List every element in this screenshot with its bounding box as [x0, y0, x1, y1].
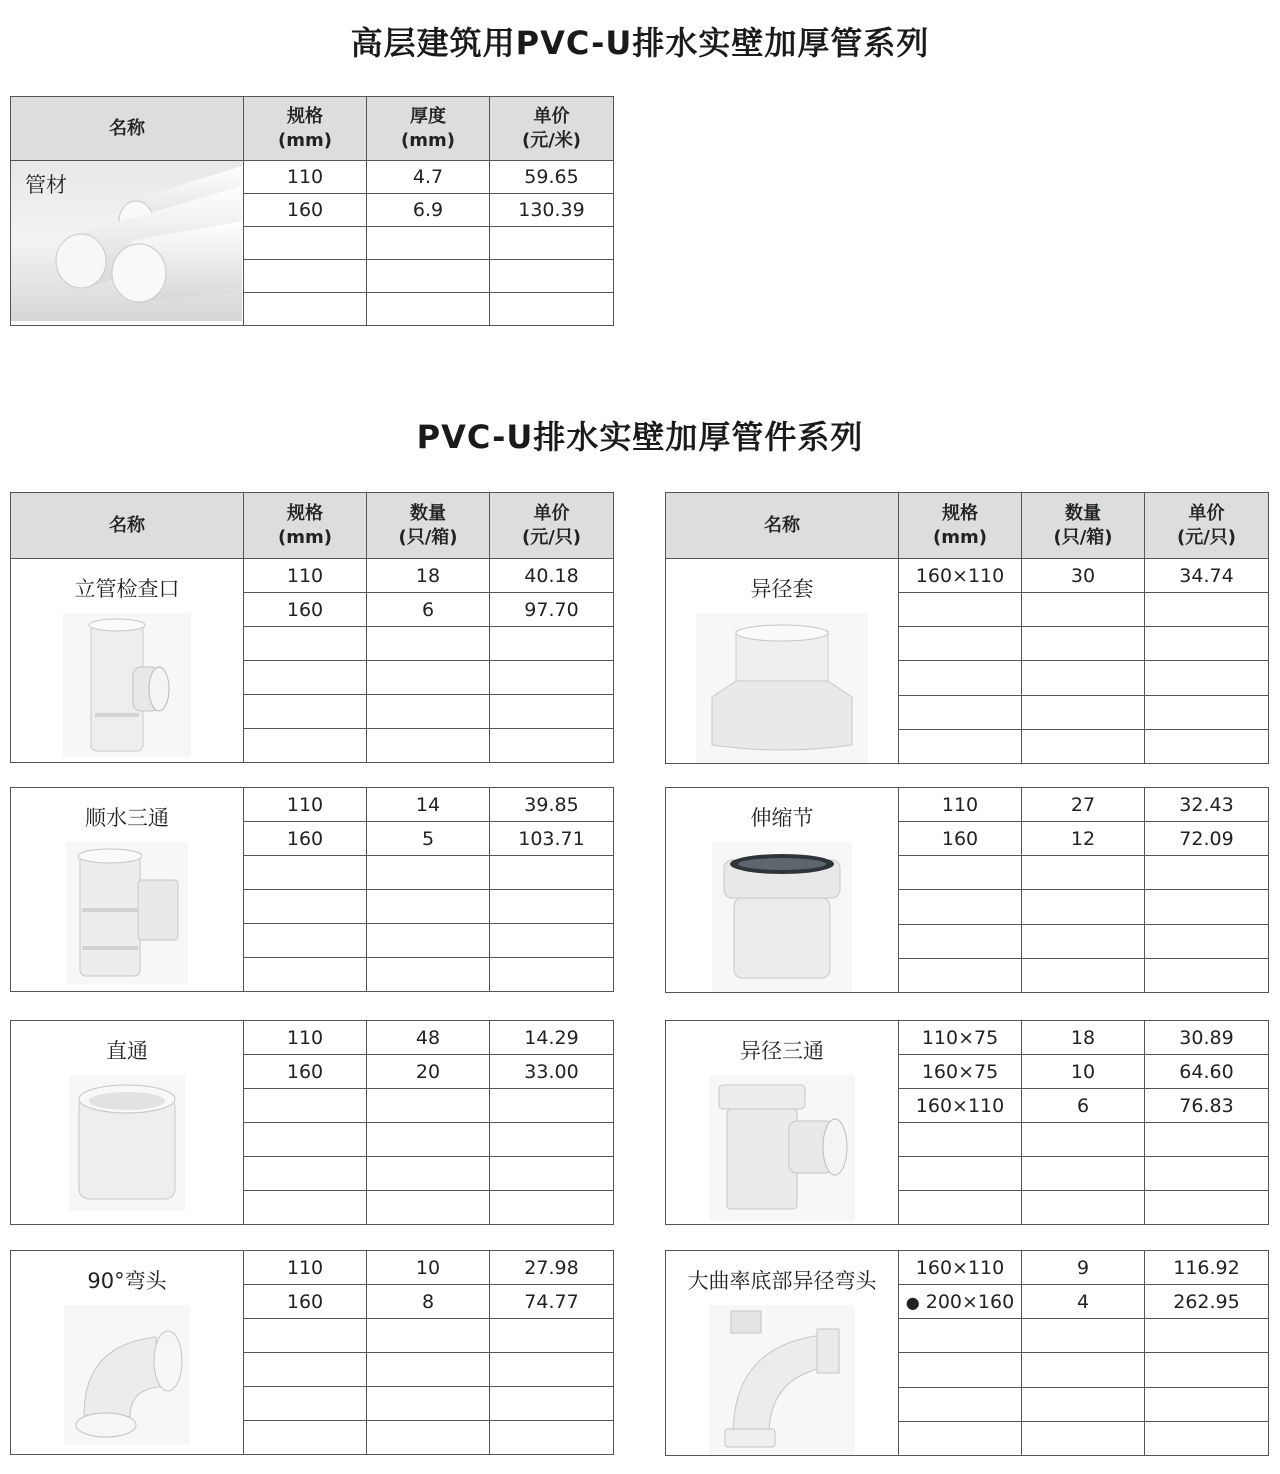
fitting-quantity: 20	[367, 1055, 490, 1089]
empty-cell	[490, 1387, 614, 1421]
fitting-quantity: 14	[367, 788, 490, 822]
pipe-price-1: 59.65	[490, 161, 614, 194]
pipe-product-cell	[11, 161, 244, 326]
empty-cell	[244, 856, 367, 890]
fitting-price: 64.60	[1145, 1055, 1269, 1089]
empty-cell	[367, 227, 490, 260]
fitting-table	[10, 787, 614, 992]
fitting-quantity: 8	[367, 1285, 490, 1319]
empty-cell	[1145, 627, 1269, 661]
empty-cell	[1022, 856, 1145, 890]
fitting-table	[10, 1020, 614, 1225]
empty-cell	[1145, 890, 1269, 924]
header-price: 单价 (元/米)	[490, 97, 614, 161]
fitting-spec: 110	[244, 788, 367, 822]
empty-cell	[899, 890, 1022, 924]
empty-cell	[899, 958, 1022, 992]
empty-cell	[1145, 661, 1269, 695]
empty-cell	[367, 1319, 490, 1353]
empty-cell	[1145, 1353, 1269, 1387]
table-row	[11, 788, 614, 822]
empty-cell	[1022, 1421, 1145, 1455]
table-row	[666, 1251, 1269, 1285]
fitting-name: 异径三通	[740, 1039, 824, 1063]
fitting-name: 大曲率底部异径弯头	[687, 1269, 877, 1293]
empty-cell	[1145, 1191, 1269, 1225]
empty-cell	[490, 627, 614, 661]
empty-cell	[367, 958, 490, 992]
fitting-name-cell	[11, 1251, 244, 1455]
empty-cell	[490, 1319, 614, 1353]
pipe-series-title: 高层建筑用PVC-U排水实壁加厚管系列	[350, 24, 930, 62]
fitting-spec: 110×75	[899, 1021, 1022, 1055]
empty-cell	[1022, 1319, 1145, 1353]
fitting-price: 103.71	[490, 822, 614, 856]
empty-cell	[1022, 924, 1145, 958]
empty-cell	[244, 958, 367, 992]
pipe-spec-1: 110	[244, 161, 367, 194]
empty-cell	[899, 1387, 1022, 1421]
empty-cell	[367, 856, 490, 890]
fitting-price: 14.29	[490, 1021, 614, 1055]
empty-cell	[490, 1191, 614, 1225]
fitting-quantity: 27	[1022, 788, 1145, 822]
fitting-name: 伸缩节	[750, 806, 814, 830]
pipe-price-table	[10, 96, 614, 326]
empty-cell	[1145, 593, 1269, 627]
table-row	[11, 559, 614, 593]
empty-cell	[244, 627, 367, 661]
fitting-quantity: 10	[367, 1251, 490, 1285]
pipe-product-name: 管材	[25, 173, 67, 197]
table-row	[666, 1021, 1269, 1055]
empty-cell	[1022, 1387, 1145, 1421]
empty-cell	[244, 1123, 367, 1157]
empty-cell	[1145, 1157, 1269, 1191]
empty-cell	[490, 695, 614, 729]
empty-cell	[244, 890, 367, 924]
pipe-thickness-1: 4.7	[367, 161, 490, 194]
fitting-spec: 110	[244, 1021, 367, 1055]
empty-cell	[244, 661, 367, 695]
empty-cell	[490, 293, 614, 326]
empty-cell	[490, 856, 614, 890]
empty-cell	[1145, 1123, 1269, 1157]
header-price: 单价 (元/只)	[490, 493, 614, 559]
empty-cell	[899, 661, 1022, 695]
empty-cell	[244, 1353, 367, 1387]
fitting-price: 76.83	[1145, 1089, 1269, 1123]
empty-cell	[1022, 593, 1145, 627]
empty-cell	[1022, 1123, 1145, 1157]
reducing-tee-photo	[709, 1075, 855, 1221]
empty-cell	[1022, 958, 1145, 992]
empty-cell	[490, 661, 614, 695]
header-spec: 规格 (mm)	[244, 97, 367, 161]
fitting-quantity: 5	[367, 822, 490, 856]
header-row	[11, 493, 614, 559]
fitting-quantity: 6	[1022, 1089, 1145, 1123]
elbow-90-photo	[64, 1305, 190, 1445]
table-row	[11, 1021, 614, 1055]
empty-cell	[1145, 958, 1269, 992]
empty-cell	[244, 260, 367, 293]
empty-cell	[1022, 695, 1145, 729]
pipe-price-2: 130.39	[490, 194, 614, 227]
empty-cell	[1145, 729, 1269, 763]
empty-cell	[1145, 1319, 1269, 1353]
fitting-name-cell	[11, 1021, 244, 1225]
fitting-name: 顺水三通	[85, 806, 169, 830]
header-thickness: 厚度 (mm)	[367, 97, 490, 161]
empty-cell	[367, 924, 490, 958]
fitting-price: 32.43	[1145, 788, 1269, 822]
fitting-quantity: 4	[1022, 1285, 1145, 1319]
empty-cell	[367, 729, 490, 763]
table-row	[11, 1251, 614, 1285]
empty-cell	[1022, 661, 1145, 695]
header-quantity: 数量 (只/箱)	[1022, 493, 1145, 559]
sanitary-tee-photo	[66, 842, 188, 984]
empty-cell	[1145, 856, 1269, 890]
empty-cell	[367, 1421, 490, 1455]
empty-cell	[899, 1319, 1022, 1353]
fitting-spec: 160	[244, 1055, 367, 1089]
empty-cell	[899, 729, 1022, 763]
empty-cell	[1145, 695, 1269, 729]
fitting-price: 116.92	[1145, 1251, 1269, 1285]
empty-cell	[490, 958, 614, 992]
fitting-spec: 110	[244, 1251, 367, 1285]
fitting-spec: 160×75	[899, 1055, 1022, 1089]
empty-cell	[367, 1353, 490, 1387]
empty-cell	[1145, 1387, 1269, 1421]
empty-cell	[490, 1353, 614, 1387]
empty-cell	[244, 227, 367, 260]
empty-cell	[367, 1157, 490, 1191]
fitting-price: 72.09	[1145, 822, 1269, 856]
empty-cell	[490, 1123, 614, 1157]
empty-cell	[899, 627, 1022, 661]
fitting-price: 27.98	[490, 1251, 614, 1285]
empty-cell	[490, 729, 614, 763]
empty-cell	[367, 627, 490, 661]
fitting-name: 直通	[106, 1039, 148, 1063]
empty-cell	[244, 1387, 367, 1421]
fitting-table	[665, 787, 1269, 993]
empty-cell	[899, 593, 1022, 627]
empty-cell	[244, 1191, 367, 1225]
fitting-name-cell	[666, 1251, 899, 1456]
bullet-marker: ●	[905, 1292, 920, 1312]
empty-cell	[244, 1421, 367, 1455]
fitting-name: 90°弯头	[87, 1269, 167, 1293]
fitting-price: 34.74	[1145, 559, 1269, 593]
empty-cell	[899, 856, 1022, 890]
pipe-thickness-2: 6.9	[367, 194, 490, 227]
pipe-spec-2: 160	[244, 194, 367, 227]
fitting-quantity: 10	[1022, 1055, 1145, 1089]
empty-cell	[244, 1089, 367, 1123]
fitting-spec: 160×110	[899, 1251, 1022, 1285]
fitting-name-cell	[11, 788, 244, 992]
empty-cell	[244, 1319, 367, 1353]
fitting-name-cell	[11, 559, 244, 763]
header-name: 名称	[11, 97, 244, 161]
header-spec: 规格 (mm)	[244, 493, 367, 559]
header-name: 名称	[666, 493, 899, 559]
header-quantity: 数量 (只/箱)	[367, 493, 490, 559]
fitting-quantity: 12	[1022, 822, 1145, 856]
fitting-spec: 110	[899, 788, 1022, 822]
empty-cell	[1022, 1353, 1145, 1387]
header-spec: 规格 (mm)	[899, 493, 1022, 559]
empty-cell	[1022, 1191, 1145, 1225]
expansion-joint-photo	[712, 842, 852, 992]
reducer-bushing-photo	[696, 613, 868, 763]
fitting-table	[665, 1020, 1269, 1225]
empty-cell	[899, 1123, 1022, 1157]
fitting-quantity: 9	[1022, 1251, 1145, 1285]
empty-cell	[899, 924, 1022, 958]
fitting-series-title: PVC-U排水实壁加厚管件系列	[416, 418, 864, 456]
fitting-price: 40.18	[490, 559, 614, 593]
empty-cell	[244, 695, 367, 729]
fitting-quantity: 6	[367, 593, 490, 627]
fitting-table	[10, 1250, 614, 1455]
fitting-spec: 160	[244, 593, 367, 627]
empty-cell	[490, 260, 614, 293]
fitting-price: 30.89	[1145, 1021, 1269, 1055]
empty-cell	[490, 890, 614, 924]
empty-cell	[367, 695, 490, 729]
fitting-spec: ● 200×160	[899, 1285, 1022, 1319]
inspection-tee-photo	[63, 613, 191, 757]
fitting-price: 97.70	[490, 593, 614, 627]
empty-cell	[490, 1157, 614, 1191]
header-name: 名称	[11, 493, 244, 559]
empty-cell	[244, 729, 367, 763]
empty-cell	[367, 661, 490, 695]
empty-cell	[1022, 890, 1145, 924]
fitting-quantity: 48	[367, 1021, 490, 1055]
long-radius-reducing-elbow-photo	[709, 1305, 855, 1455]
empty-cell	[1145, 1421, 1269, 1455]
fitting-name: 立管检查口	[74, 577, 180, 601]
header-price: 单价 (元/只)	[1145, 493, 1269, 559]
empty-cell	[367, 890, 490, 924]
empty-cell	[490, 227, 614, 260]
empty-cell	[1145, 924, 1269, 958]
fitting-price: 39.85	[490, 788, 614, 822]
fitting-spec: 160×110	[899, 1089, 1022, 1123]
fitting-name-cell	[666, 1021, 899, 1225]
fitting-spec: 160×110	[899, 559, 1022, 593]
empty-cell	[367, 260, 490, 293]
table-row	[666, 788, 1269, 822]
empty-cell	[899, 1353, 1022, 1387]
empty-cell	[367, 1387, 490, 1421]
empty-cell	[367, 293, 490, 326]
empty-cell	[899, 1191, 1022, 1225]
fitting-quantity: 18	[1022, 1021, 1145, 1055]
fitting-price: 74.77	[490, 1285, 614, 1319]
empty-cell	[1022, 627, 1145, 661]
empty-cell	[367, 1191, 490, 1225]
table-row	[666, 559, 1269, 593]
empty-cell	[244, 924, 367, 958]
empty-cell	[1022, 729, 1145, 763]
fitting-spec: 160	[899, 822, 1022, 856]
empty-cell	[1022, 1157, 1145, 1191]
fitting-quantity: 30	[1022, 559, 1145, 593]
empty-cell	[367, 1089, 490, 1123]
fitting-name-cell	[666, 788, 899, 993]
fitting-price: 262.95	[1145, 1285, 1269, 1319]
empty-cell	[244, 293, 367, 326]
fitting-name: 异径套	[750, 577, 814, 601]
fitting-spec: 110	[244, 559, 367, 593]
fitting-name-cell	[666, 559, 899, 764]
empty-cell	[490, 1421, 614, 1455]
empty-cell	[899, 1157, 1022, 1191]
fitting-price: 33.00	[490, 1055, 614, 1089]
header-row	[666, 493, 1269, 559]
empty-cell	[899, 1421, 1022, 1455]
fitting-spec: 160	[244, 822, 367, 856]
empty-cell	[367, 1123, 490, 1157]
empty-cell	[490, 1089, 614, 1123]
fitting-table	[10, 492, 614, 763]
fitting-table	[665, 1250, 1269, 1456]
straight-coupling-photo	[69, 1075, 185, 1211]
empty-cell	[899, 695, 1022, 729]
fitting-table	[665, 492, 1269, 764]
empty-cell	[244, 1157, 367, 1191]
empty-cell	[490, 924, 614, 958]
fitting-spec: 160	[244, 1285, 367, 1319]
fitting-quantity: 18	[367, 559, 490, 593]
